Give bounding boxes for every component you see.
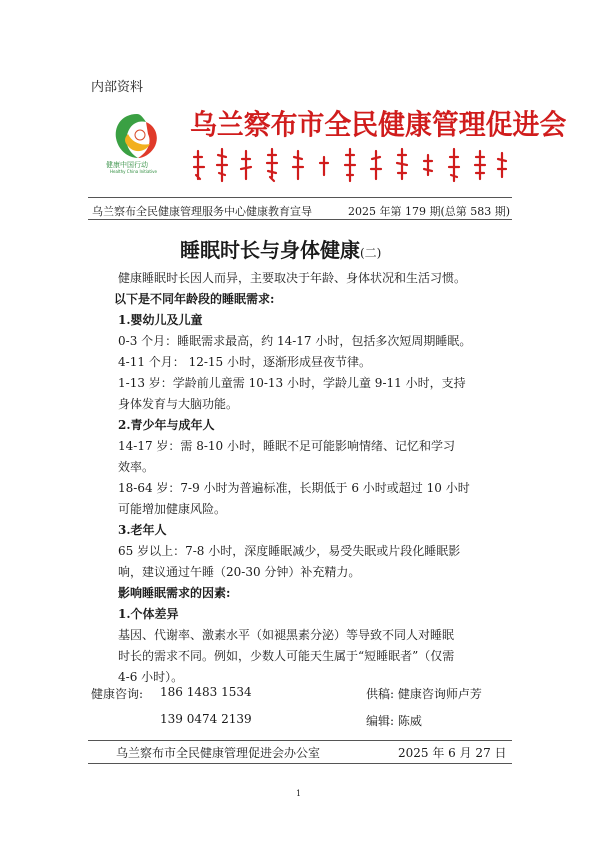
header-divider-bottom <box>88 219 512 220</box>
internal-material-label: 内部资料 <box>91 80 144 95</box>
logo-caption-cn: 健康中国行动 <box>106 161 148 169</box>
body-line: 14-17 岁：需 8-10 小时，睡眠不足可能影响情绪、记忆和学习 <box>118 439 455 453</box>
body-line: 4-6 小时）。 <box>118 670 184 684</box>
body-line: 18-64 岁：7-9 小时为普遍标准，长期低于 6 小时或超过 10 小时 <box>118 481 470 495</box>
article-title <box>180 234 381 263</box>
organization-title: 乌兰察布市全民健康管理促进会 <box>190 108 567 141</box>
issue-number: 2025 年第 179 期(总第 583 期) <box>348 205 511 218</box>
body-line: 基因、代谢率、激素水平（如褪黑素分泌）等导致不同人对睡眠 <box>118 628 455 642</box>
logo-caption-en: Healthy China Initiative <box>110 169 157 174</box>
section-heading: 影响睡眠需求的因素: <box>118 586 231 600</box>
body-line: 以下是不同年龄段的睡眠需求: <box>114 292 275 306</box>
consult-label: 健康咨询: <box>91 687 144 701</box>
author-credit: 供稿: 健康咨询师卢芳 <box>366 687 482 701</box>
editor-credit: 编辑: 陈威 <box>366 714 422 728</box>
article-title-suffix: (二) <box>360 246 382 260</box>
footer-divider-bottom <box>88 763 512 764</box>
section-heading: 2.青少年与成年人 <box>118 418 215 432</box>
article-body <box>114 268 520 688</box>
body-line: 效率。 <box>118 460 155 474</box>
body-line: 身体发育与大脑功能。 <box>118 397 239 411</box>
footer-date: 2025 年 6 月 27 日 <box>398 746 507 760</box>
body-line: 时长的需求不同。例如，少数人可能天生属于“短睡眠者”（仅需 <box>118 649 455 663</box>
issuer-line: 乌兰察布全民健康管理服务中心健康教育宣导 <box>92 205 312 218</box>
body-line: 健康睡眠时长因人而异，主要取决于年龄、身体状况和生活习惯。 <box>118 271 467 285</box>
footer-office: 乌兰察布市全民健康管理促进会办公室 <box>116 746 321 760</box>
body-line: 65 岁以上：7-8 小时，深度睡眠减少，易受失眠或片段化睡眠影 <box>118 544 461 558</box>
footer-divider-top <box>88 740 512 741</box>
body-line: 4-11 个月： 12-15 小时，逐渐形成昼夜节律。 <box>118 355 371 369</box>
page-number: 1 <box>296 789 302 798</box>
body-line: 1-13 岁：学龄前儿童需 10-13 小时，学龄儿童 9-11 小时，支持 <box>118 376 466 390</box>
body-line: 响，建议通过午睡（20-30 分钟）补充精力。 <box>118 565 361 579</box>
phone-number-1: 186 1483 1534 <box>160 685 252 699</box>
phone-number-2: 139 0474 2139 <box>160 712 252 726</box>
header-divider-top <box>88 197 512 198</box>
section-heading: 1.婴幼儿及儿童 <box>118 313 203 327</box>
mongolian-script-icon <box>190 145 510 185</box>
article-title-text: 睡眠时长与身体健康 <box>180 238 360 262</box>
section-heading: 1.个体差异 <box>118 607 179 621</box>
section-heading: 3.老年人 <box>118 523 167 537</box>
body-line: 可能增加健康风险。 <box>118 502 227 516</box>
body-line: 0-3 个月：睡眠需求最高，约 14-17 小时，包括多次短周期睡眠。 <box>118 334 472 348</box>
